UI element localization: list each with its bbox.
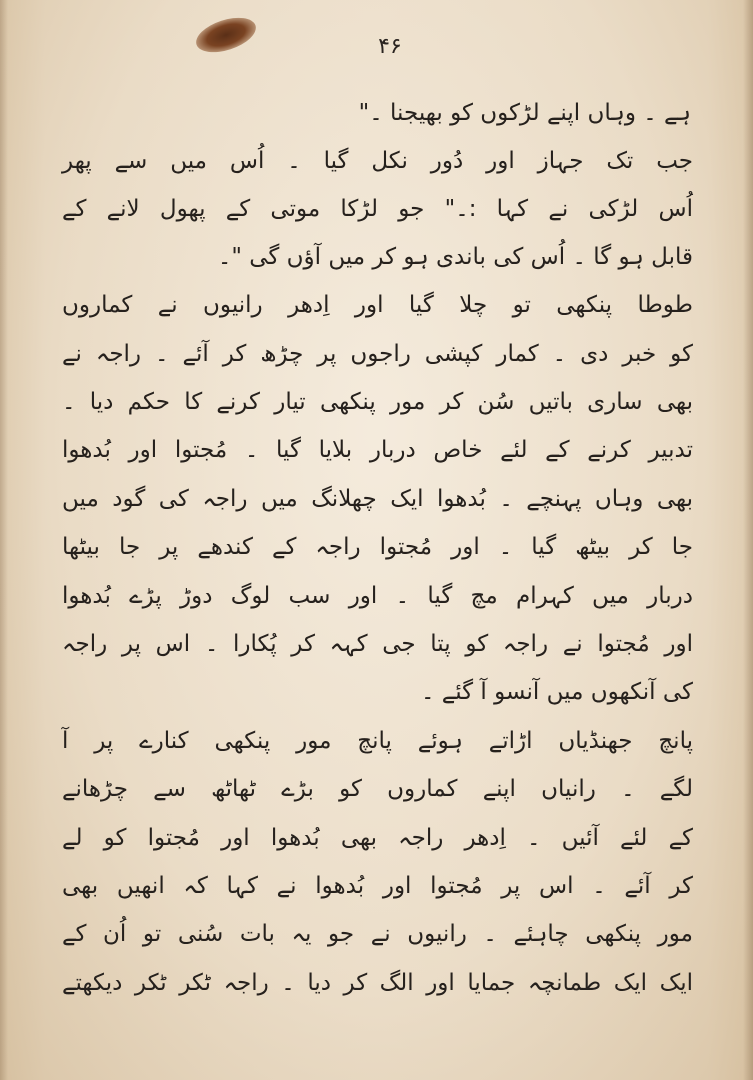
text-line-16: کے لئے آئیں ۔ اِدھر راجہ بھی بُدھوا اور مُجتوا کو لے	[62, 825, 693, 851]
text-line-4: قابل ہو گا ۔ اُس کی باندی ہو کر میں آؤں گی "۔	[217, 244, 693, 270]
text-line-11: دربار میں کہرام مچ گیا ۔ اور سب لوگ دوڑ پڑے بُدھوا	[62, 583, 693, 609]
text-line-7: بھی ساری باتیں سُن کر مور پنکھی تیار کرنے کا حکم دیا ۔	[62, 389, 693, 415]
page-left-edge-shadow	[0, 0, 8, 1080]
text-line-2: جب تک جہاز اور دُور نکل گیا ۔ اُس میں سے پھر	[62, 148, 693, 174]
text-line-1: ہے ۔ وہاں اپنے لڑکوں کو بھیجنا ۔"	[358, 100, 691, 126]
text-line-8: تدبیر کرنے کے لئے خاص دربار بلایا گیا ۔ مُجتوا اور بُدھوا	[62, 437, 693, 463]
text-line-12: اور مُجتوا نے راجہ کو پتا جی کہہ کر پُکارا ۔ اس پر راجہ	[62, 631, 693, 657]
page-right-edge-shadow	[743, 0, 753, 1080]
text-line-3: اُس لڑکی نے کہا :۔" جو لڑکا موتی کے پھول لانے کے	[62, 196, 693, 222]
page-number: ۴۶	[378, 34, 402, 59]
text-line-17: کر آئے ۔ اس پر مُجتوا اور بُدھوا نے کہا کہ انھیں بھی	[62, 873, 693, 899]
ink-stain-mark	[192, 11, 260, 59]
text-line-5: طوطا پنکھی تو چلا گیا اور اِدھر رانیوں نے کماروں	[62, 292, 693, 318]
text-line-13: کی آنکھوں میں آنسو آ گئے ۔	[420, 679, 693, 705]
text-line-18: مور پنکھی چاہئے ۔ رانیوں نے جو یہ بات سُنی تو اُن کے	[62, 921, 693, 947]
text-line-6: کو خبر دی ۔ کمار کپشی راجوں پر چڑھ کر آئے ۔ راجہ نے	[62, 341, 693, 367]
text-line-14: پانچ جھنڈیاں اڑاتے ہوئے پانچ مور پنکھی کنارے پر آ	[62, 728, 693, 754]
text-line-19: ایک ایک طمانچہ جمایا اور الگ کر دیا ۔ راجہ ٹکر ٹکر دیکھتے	[62, 970, 693, 996]
text-line-10: جا کر بیٹھ گیا ۔ اور مُجتوا راجہ کے کندھے پر جا بیٹھا	[62, 534, 693, 560]
text-line-9: بھی وہاں پہنچے ۔ بُدھوا ایک چھلانگ میں راجہ کی گود میں	[62, 486, 693, 512]
text-line-15: لگے ۔ رانیاں اپنے کماروں کو بڑے ٹھاٹھ سے چڑھانے	[62, 776, 693, 802]
